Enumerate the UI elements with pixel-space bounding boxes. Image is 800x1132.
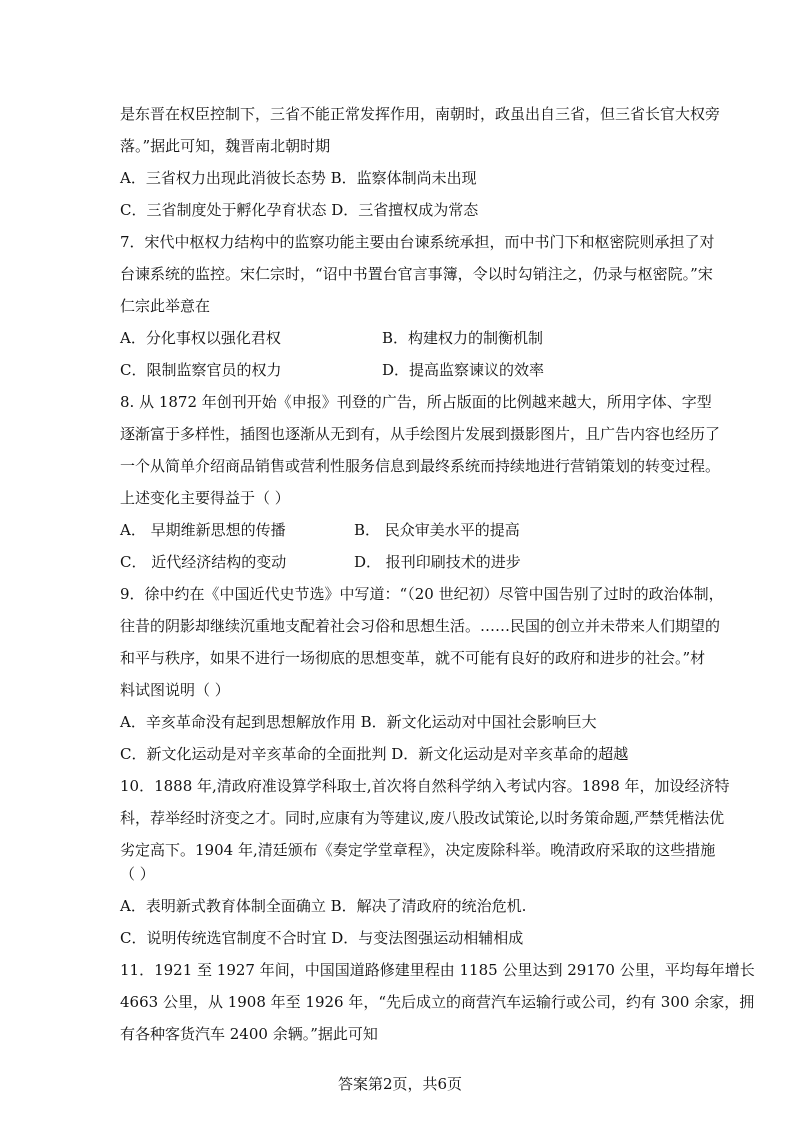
q8-stem-line3: 一个从简单介绍商品销售或营利性服务信息到最终系统而持续地进行营销策划的转变过程。 bbox=[120, 457, 721, 475]
q7-stem-line3: 仁宗此举意在 bbox=[120, 297, 211, 315]
q11-stem-line1: 11．1921 至 1927 年间，中国国道路修建里程由 1185 公里达到 29170 公里，平均每年增长 bbox=[120, 961, 755, 979]
q10-stem-line3: 劣定高下。1904 年,清廷颁布《奏定学堂章程》，决定废除科举。晚清政府采取的这些措施 bbox=[120, 841, 716, 859]
q11-stem-line2: 4663 公里，从 1908 年至 1926 年，“先后成立的商营汽车运输行或公司，约有 300 余家，拥 bbox=[120, 993, 755, 1011]
q7-stem-line1: 7．宋代中枢权力结构中的监察功能主要由台谏系统承担，而中书门下和枢密院则承担了对 bbox=[120, 233, 715, 251]
q8-stem-line2: 逐渐富于多样性，插图也逐渐从无到有，从手绘图片发展到摄影图片，且广告内容也经历了 bbox=[120, 425, 721, 443]
q8-option-d: D． 报刊印刷技术的进步 bbox=[354, 553, 521, 571]
q10-stem-line1: 10．1888 年,清政府准设算学科取士,首次将自然科学纳入考试内容。1898 年，加设经济特 bbox=[120, 777, 730, 795]
q9-stem-line3: 和平与秩序，如果不进行一场彻底的思想变革，就不可能有良好的政府和进步的社会。”材 bbox=[120, 649, 706, 667]
q6-options-c-d: C．三省制度处于孵化孕育状态 D．三省擅权成为常态 bbox=[120, 201, 479, 219]
q8-stem-line1: 8. 从 1872 年创刊开始《申报》刊登的广告，所占版面的比例越来越大，所用字体、字型 bbox=[120, 393, 712, 411]
q6-stem-line1: 是东晋在权臣控制下，三省不能正常发挥作用，南朝时，政虽出自三省，但三省长官大权旁 bbox=[120, 105, 721, 123]
q9-stem-line4: 料试图说明（ ） bbox=[120, 681, 230, 699]
page-footer: 答案第2页，共6页 bbox=[337, 1075, 463, 1093]
q6-options-a-b: A．三省权力出现此消彼长态势 B．监察体制尚未出现 bbox=[120, 169, 477, 187]
q10-options-c-d: C．说明传统选官制度不合时宜 D．与变法图强运动相辅相成 bbox=[120, 929, 524, 947]
q8-option-c: C． 近代经济结构的变动 bbox=[120, 553, 287, 571]
q11-stem-line3: 有各种客货汽车 2400 余辆。”据此可知 bbox=[120, 1025, 378, 1043]
q8-option-b: B． 民众审美水平的提高 bbox=[354, 521, 520, 539]
q10-stem-line4: （ ） bbox=[120, 865, 155, 883]
q10-options-a-b: A．表明新式教育体制全面确立 B．解决了清政府的统治危机. bbox=[120, 897, 527, 915]
q9-stem-line2: 往昔的阴影却继续沉重地支配着社会习俗和思想生活。……民国的创立并未带来人们期望的 bbox=[120, 617, 721, 635]
q9-options-c-d: C．新文化运动是对辛亥革命的全面批判 D．新文化运动是对辛亥革命的超越 bbox=[120, 745, 629, 763]
q9-options-a-b: A．辛亥革命没有起到思想解放作用 B．新文化运动对中国社会影响巨大 bbox=[120, 713, 597, 731]
q6-stem-line2: 落。”据此可知，魏晋南北朝时期 bbox=[120, 137, 331, 155]
q10-stem-line2: 科，荐举经时济变之才。同时,应康有为等建议,废八股改试策论,以时务策命题,严禁凭楷法优 bbox=[120, 809, 725, 827]
q7-option-c: C．限制监察官员的权力 bbox=[120, 361, 282, 379]
q8-option-a: A． 早期维新思想的传播 bbox=[120, 521, 286, 539]
q7-option-d: D．提高监察谏议的效率 bbox=[382, 361, 545, 379]
q7-option-b: B．构建权力的制衡机制 bbox=[382, 329, 544, 347]
q9-stem-line1: 9．徐中约在《中国近代史节选》中写道：“（20 世纪初）尽管中国告别了过时的政治体制， bbox=[120, 585, 724, 603]
q7-option-a: A．分化事权以强化君权 bbox=[120, 329, 281, 347]
q7-stem-line2: 台谏系统的监控。宋仁宗时，“诏中书置台官言事簿，令以时勾销注之，仍录与枢密院。”宋 bbox=[120, 265, 713, 283]
q8-stem-line4: 上述变化主要得益于（ ） bbox=[120, 489, 290, 507]
